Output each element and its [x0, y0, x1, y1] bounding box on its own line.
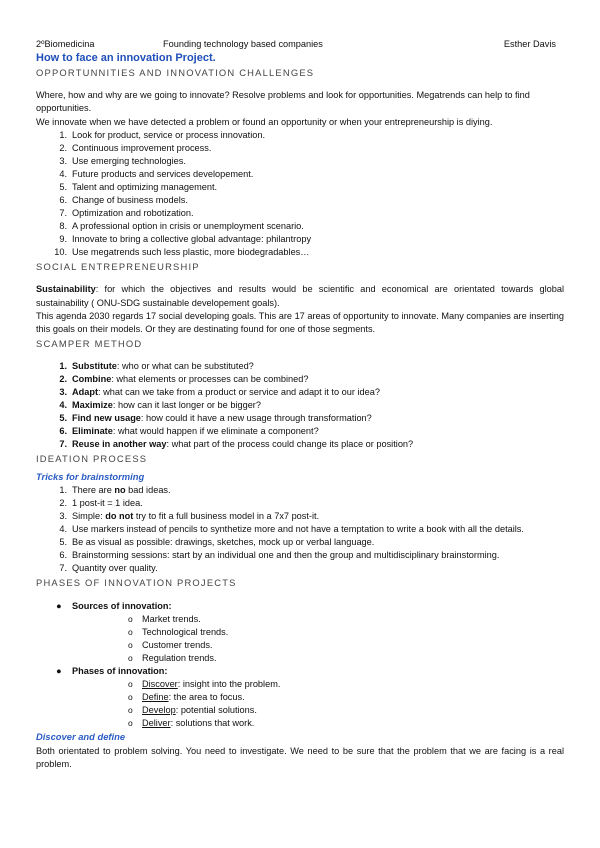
scamper-list: [36, 360, 564, 451]
list-item: 5. Talent and optimizing management.: [59, 181, 218, 192]
section-heading-phases: PHASES OF INNOVATION PROJECTS: [36, 577, 237, 589]
bullet-icon: ●: [56, 600, 62, 611]
document-page: [36, 38, 564, 771]
section-heading-ideation: IDEATION PROCESS: [36, 453, 148, 465]
paragraph: We innovate when we have detected a problem or found an opportunity or when your entrepreneurship is diying.: [36, 116, 493, 127]
list-item: 2. 1 post-it = 1 idea.: [59, 497, 143, 508]
list-item: 3. Simple: do not try to fit a full business model in a 7x7 post-it.: [59, 511, 320, 522]
paragraph: This agenda 2030 regards 17 social developing goals. This are 17 areas of opportunity to innovate. Many companies are inserting this goals on their models. Or they are destinating found for one of those segments.: [36, 310, 564, 334]
bullet-icon: ●: [56, 665, 62, 676]
list-item: 3. Use emerging technologies.: [59, 155, 186, 166]
list-item: o Develop: potential solutions.: [128, 705, 257, 716]
list-item: 7. Optimization and robotization.: [59, 207, 194, 218]
list-item: ● Phases of innovation: o Discover: insight into the problem. o Define: the area to focus. o Develop: potential solutions. o Deliver: solutions that work.: [36, 665, 564, 730]
header-course: 2ºBiomedicina: [36, 39, 95, 49]
list-item: 1. Look for product, service or process innovation.: [59, 129, 266, 140]
list-item: o Market trends.: [128, 613, 201, 624]
list-item: o Regulation trends.: [128, 652, 217, 663]
circle-bullet-icon: o: [128, 678, 133, 689]
header-author: Esther Davis: [503, 39, 556, 49]
list-item: 8. A professional option in crisis or unemployment scenario.: [59, 221, 304, 232]
paragraph: Where, how and why are we going to innovate? Resolve problems and look for opportunities. Megatrends can help to find opportunities.: [36, 90, 530, 114]
list-item: 6. Brainstorming sessions: start by an individual one and then the group and multidisciplinary brainstorming.: [59, 550, 500, 561]
circle-bullet-icon: o: [128, 652, 133, 663]
page-header: [36, 38, 564, 52]
circle-bullet-icon: o: [128, 613, 133, 624]
sources-list: [72, 613, 564, 665]
list-item: 2. Combine: what elements or processes can be combined?: [59, 373, 309, 384]
paragraph: Sustainability: for which the objectives and results would be scientific and economical are orientated towards global sustainability ( ONU-SDG sustainable developement goals).: [36, 284, 564, 308]
brainstorming-list: [36, 484, 564, 575]
section-heading-social: SOCIAL ENTREPRENEURSHIP: [36, 261, 200, 273]
list-item: 5. Be as visual as possible: drawings, sketches, mock up or verbal language.: [59, 537, 375, 548]
list-item: 10. Use megatrends such less plastic, more biodegradables…: [54, 247, 310, 258]
list-item: 7. Reuse in another way: what part of the process could change its place or position?: [59, 439, 414, 450]
circle-bullet-icon: o: [128, 718, 133, 729]
document-title: How to face an innovation Project.: [36, 52, 216, 64]
subheading-brainstorming: Tricks for brainstorming: [36, 470, 145, 482]
circle-bullet-icon: o: [128, 705, 133, 716]
list-item: 4. Future products and services developement.: [59, 168, 254, 179]
section-heading-opportunities: OPPORTUNNITIES AND INNOVATION CHALLENGES: [36, 67, 315, 79]
list-item: 4. Maximize: how can it last longer or be bigger?: [59, 400, 261, 411]
list-item: 4. Use markers instead of pencils to synthetize more and not have a temptation to write a book with all the details.: [59, 524, 524, 535]
paragraph: Both orientated to problem solving. You need to investigate. We need to be sure that the problem that we are facing is a real problem.: [36, 745, 564, 769]
list-item: o Discover: insight into the problem.: [128, 678, 281, 689]
list-item: o Customer trends.: [128, 639, 213, 650]
opportunities-list: [36, 129, 564, 260]
circle-bullet-icon: o: [128, 626, 133, 637]
list-item: 2. Continuous improvement process.: [59, 142, 212, 153]
list-item: 7. Quantity over quality.: [59, 563, 158, 574]
list-item: 1. Substitute: who or what can be substituted?: [59, 360, 254, 371]
list-item: ● Sources of innovation: o Market trends. o Technological trends. o Customer trends. o Regulation trends.: [36, 600, 564, 665]
section-heading-scamper: SCAMPER METHOD: [36, 337, 143, 349]
list-item: 3. Adapt: what can we take from a product or service and adapt it to our idea?: [59, 387, 380, 398]
list-item: 6. Change of business models.: [59, 194, 188, 205]
circle-bullet-icon: o: [128, 639, 133, 650]
circle-bullet-icon: o: [128, 692, 133, 702]
phases-list: [72, 678, 564, 730]
list-item: o Define: the area to focus.: [128, 692, 245, 702]
list-item: 6. Eliminate: what would happen if we eliminate a component?: [59, 426, 319, 437]
list-item: 5. Find new usage: how could it have a new usage through transformation?: [59, 413, 372, 424]
list-item: o Technological trends.: [128, 626, 229, 637]
list-item: 1. There are no bad ideas.: [59, 484, 171, 495]
list-item: 9. Innovate to bring a collective global advantage: philantropy: [59, 234, 312, 245]
header-subject: Founding technology based companies: [163, 39, 323, 49]
list-item: o Deliver: solutions that work.: [128, 718, 255, 729]
subheading-discover-define: Discover and define: [36, 731, 126, 743]
phases-bullet-list: [36, 600, 564, 731]
